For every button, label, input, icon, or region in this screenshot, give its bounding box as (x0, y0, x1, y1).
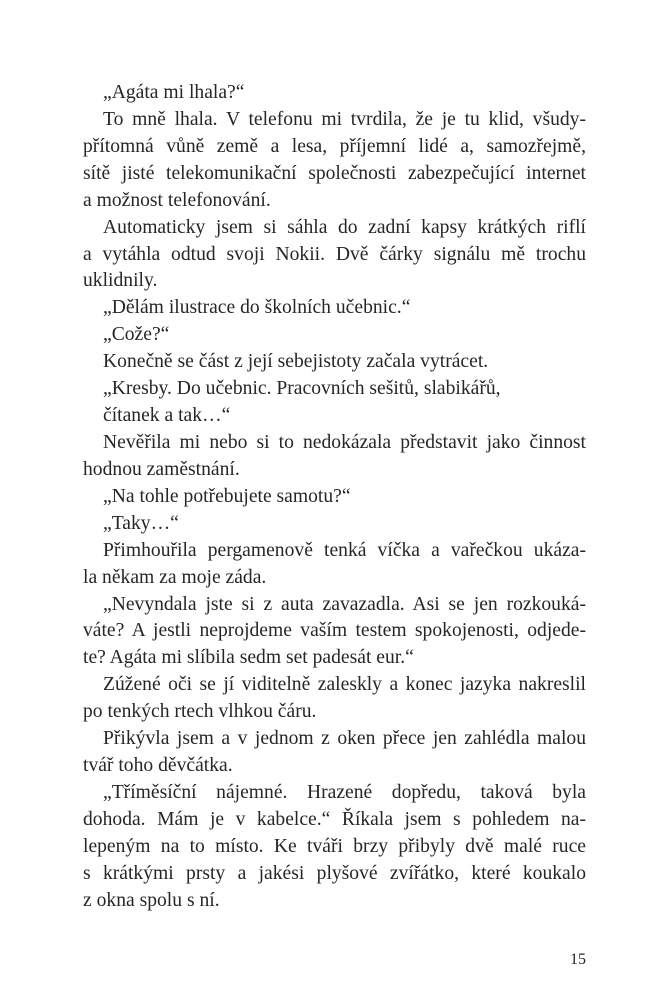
text-line: Nevěřila mi nebo si to nedokázala představit jako činnost (103, 431, 586, 453)
text-line: te? Agáta mi slíbila sedm set padesát eur.“ (83, 647, 414, 669)
text-line: Přikývla jsem a v jednom z oken přece jen zahlédla malou (103, 728, 586, 750)
text-line: lepeným na to místo. Ke tváři brzy přibyly dvě malé ruce (83, 835, 586, 857)
text-line: uklidnily. (83, 270, 158, 292)
text-line: a vytáhla odtud svoji Nokii. Dvě čárky signálu mě trochu (83, 243, 586, 265)
text-line: tvář toho děvčátka. (83, 755, 233, 777)
body-text (83, 80, 586, 915)
text-line: váte? A jestli neprojdeme vaším testem spokojenosti, odjede- (83, 620, 586, 642)
text-line: Konečně se část z její sebejistoty začala vytrácet. (103, 351, 489, 373)
text-line: „Dělám ilustrace do školních učebnic.“ (103, 297, 411, 319)
text-line: „Na tohle potřebujete samotu?“ (103, 485, 351, 507)
text-line: hodnou zaměstnání. (83, 458, 240, 480)
text-line: s krátkými prsty a jakési plyšové zvířátko, které koukalo (83, 862, 586, 884)
text-line: přítomná vůně země a lesa, příjemní lidé a, samozřejmě, (83, 135, 586, 157)
text-line: čítanek a tak…“ (103, 405, 231, 427)
text-line: Přimhouřila pergamenově tenká víčka a vařečkou ukáza- (103, 539, 586, 561)
text-line: „Agáta mi lhala?“ (103, 82, 245, 103)
text-line: „Taky…“ (103, 512, 179, 534)
text-line: dohoda. Mám je v kabelce.“ Říkala jsem s pohledem na- (83, 808, 586, 830)
text-line: „Nevyndala jste si z auta zavazadla. Asi se jen rozkouká- (103, 593, 586, 615)
text-line: po tenkých rtech vlhkou čáru. (83, 701, 317, 723)
text-line: Automaticky jsem si sáhla do zadní kapsy krátkých riflí (103, 216, 586, 238)
text-line: sítě jisté telekomunikační společnosti zabezpečující internet (83, 162, 586, 184)
text-line: To mně lhala. V telefonu mi tvrdila, že je tu klid, všudy- (103, 108, 586, 130)
text-line: a možnost telefonování. (83, 189, 271, 211)
text-line: „Kresby. Do učebnic. Pracovních sešitů, slabikářů, (103, 378, 501, 400)
text-line: „Cože?“ (103, 324, 170, 346)
text-line: z okna spolu s ní. (83, 889, 220, 911)
text-line: Zúžené oči se jí viditelně zaleskly a konec jazyka nakreslil (103, 674, 586, 696)
text-line: „Tříměsíční nájemné. Hrazené dopředu, taková byla (103, 781, 586, 803)
page-number: 15 (570, 951, 586, 968)
text-line: la někam za moje záda. (83, 566, 267, 588)
